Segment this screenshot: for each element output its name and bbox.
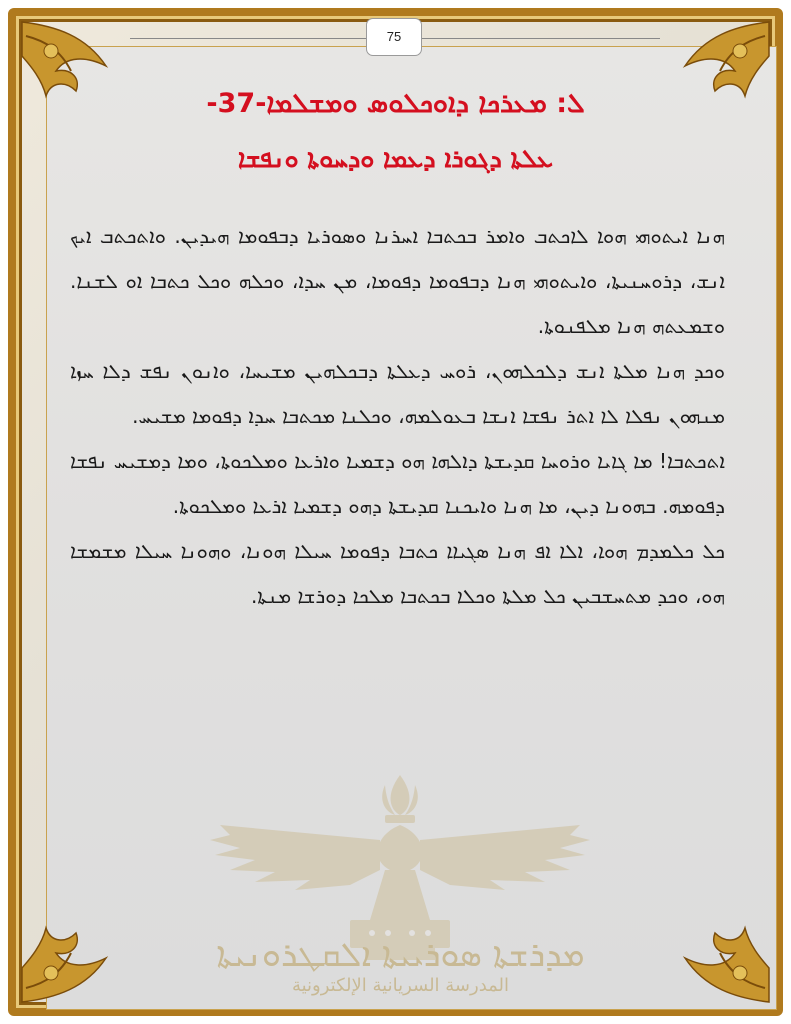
school-name-syriac: ܡܕܪܫܬܐ ܣܘܪܝܝܬܐ ܐܠܩܛܪܘܢܝܬܐ <box>216 935 585 975</box>
lesson-subtitle: ܥܠܬܐ ܕܓܘܪܐ ܕܥܡܐ ܘܕܚܘܬܐ ܘܢܦܫܐ <box>237 144 554 173</box>
corner-ornament-icon <box>16 888 136 1008</box>
page-number: 75 <box>366 18 422 56</box>
header-rule-right <box>420 38 660 39</box>
school-name-arabic: المدرسة السريانية الإلكترونية <box>291 975 510 996</box>
lesson-body <box>70 214 725 619</box>
corner-ornament-icon <box>655 888 775 1008</box>
header-rule-left <box>130 38 366 39</box>
lesson-title: ܠ: ܡܥܪܟܐ ܕܐܘܟܠܘܣ ܘܡܫܠܡܐ-37- <box>206 88 585 119</box>
paragraph: ܐܬܟܬܒܐ! ܡܐ ܓܐܝܐ ܘܪܘܚܐ ܩܕܝܫܬܐ ܕܐܠܗܐ ܗܘ ܕܫܡܝܐ ܘܐܪܥܐ ܘܡܠܟܘܬܐ، ܘܡܐ ܕܡܫܝܚ ܢܦܫܐ ܕܦܘܡܗ. ܒܗܘܢܐ ܕܝܢ، ܡܐ ܗܢܐ ܘܐܝܟܢܐ ܩܕܝܫܬܐ ܕܗܘ ܕܫܡܝܐ ܐܪܥܐ ܘܡܠܟܘܬܐ. <box>70 449 725 518</box>
paragraph: ܘܟܕ ܗܢܐ ܡܠܬܐ ܐܢܫ ܕܠܟܠܗܘܢ، ܪܘܚ ܕܥܠܬܐ ܕܒܟܠܗܝܢ ܡܫܝܚܐ، ܘܐܢܘܢ ܢܦܫ ܕܠܐ ܚܙܐ ܡܢܗܘܢ ܢܦܠܐ ܠܐ ܐܬܪ ܢܦܫܐ ܐܢܫܐ ܒܥܘܠܡܗ، ܘܟܠܢܐ ܡܟܬܒܐ ܚܕܐ ܕܦܘܡܐ ܡܫܝܚ. <box>70 359 725 428</box>
paragraph: ܟܠ ܟܠܡܕܡ ܗܘܐ، ܐܠܐ ܐܦ ܗܢܐ ܣܓܝܐܐ ܟܬܒܐ ܕܦܘܡܐ ܚܝܠܐ ܗܘܢܐ، ܘܗܘܢܐ ܚܝܠܐ ܡܫܡܫܐ ܗܘ، ܘܟܕ ܡܬܚܫܒܝܢ ܟܠ ܡܠܬܐ ܘܟܠܐ ܒܟܬܒܐ ܡܠܟܐ ܕܘܪܫܐ ܡܢܬܐ. <box>70 539 725 608</box>
paragraph: ܗܢܐ ܐܝܬܘܗܝ ܗܘܐ ܠܐܟܬܒ ܘܐܡܪ ܒܟܬܒܐ ܐܚܪܢܐ ܘܣܘܪܝܐ ܕܒܦܘܡܐ ܗܝܕܝܢ. ܘܐܬܟܬܒ ܐܝܟ ܐܢܫ، ܕܪܘܚܢܝܬܐ، ܘܐܝܬܘܗܝ ܗܢܐ ܕܒܦܘܡܐ ܕܦܘܡܐ، ܡܢ ܚܕܐ، ܘܟܠܗ ܘܟܠ ܟܬܒܐ ܐܘ ܠܫܢܐ. ܘܫܡܥܬܗ ܗܢܐ ܡܠܦܢܘܬܐ. <box>70 224 725 338</box>
